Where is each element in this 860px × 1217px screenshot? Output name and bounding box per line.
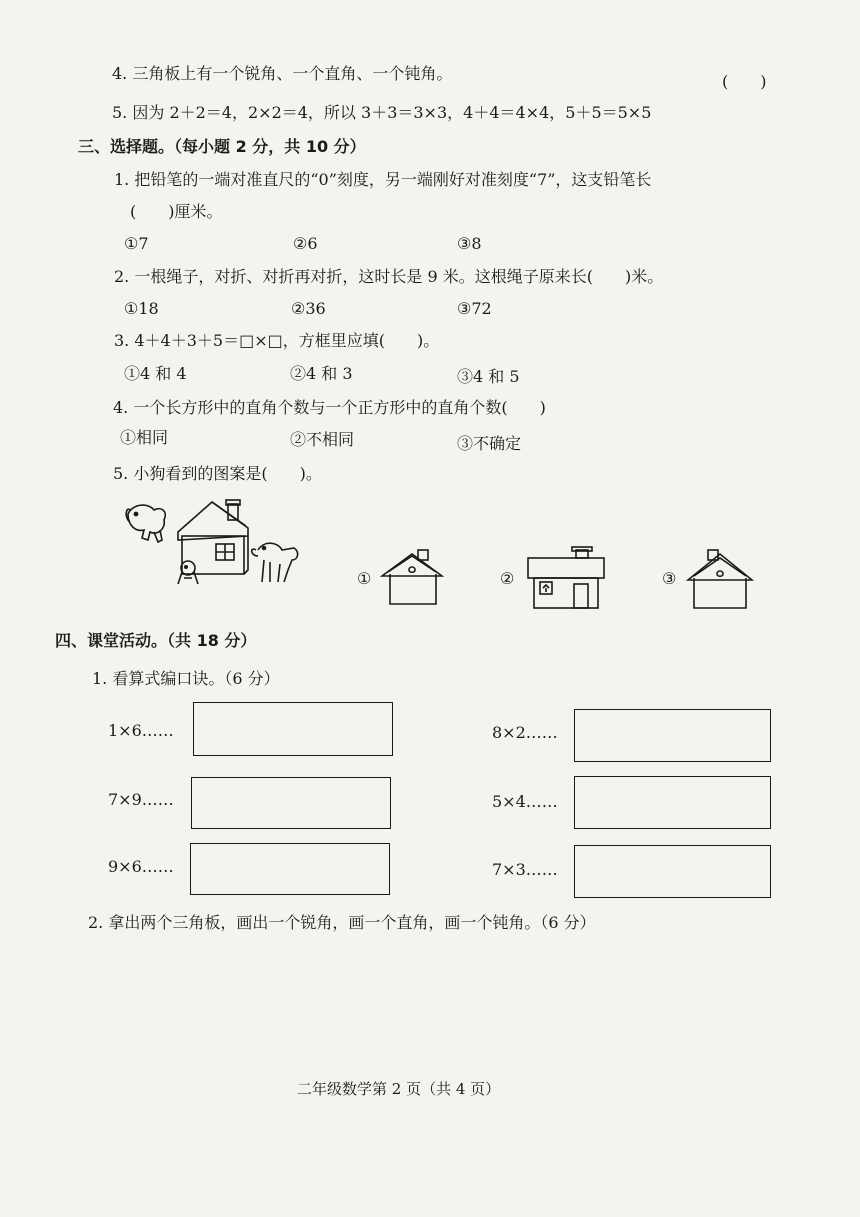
option-2[interactable]: ②4 和 3 (290, 364, 353, 383)
question-text: 2. 拿出两个三角板，画出一个锐角，画一个直角，画一个钝角。（6 分） (88, 913, 596, 932)
answer-box[interactable] (190, 843, 390, 895)
question-text: 1. 看算式编口诀。（6 分） (92, 669, 280, 688)
option-3[interactable]: ③不确定 (457, 434, 522, 453)
answer-box[interactable] (191, 777, 391, 829)
house-option-2-icon[interactable] (522, 546, 608, 612)
question-text: 3. 4＋4＋3＋5＝□×□，方框里应填( )。 (114, 331, 440, 350)
option-1[interactable]: ①18 (124, 299, 159, 318)
question-text: 4. 三角板上有一个锐角、一个直角、一个钝角。 (112, 64, 453, 83)
answer-box[interactable] (193, 702, 393, 756)
option-3[interactable]: ③8 (457, 234, 482, 253)
option-2[interactable]: ②不相同 (290, 430, 355, 449)
question-text: 4. 一个长方形中的直角个数与一个正方形中的直角个数( ) (113, 398, 546, 417)
formula-label: 9×6…… (108, 857, 174, 876)
option-2[interactable]: ②36 (291, 299, 326, 318)
option-1[interactable]: ①4 和 4 (124, 364, 187, 383)
page-number: 二年级数学第 2 页（共 4 页） (297, 1080, 501, 1098)
option-1-label[interactable]: ① (357, 569, 372, 588)
section-heading: 三、选择题。（每小题 2 分，共 10 分） (78, 137, 366, 156)
option-2-label[interactable]: ② (500, 569, 515, 588)
formula-label: 8×2…… (492, 723, 558, 742)
answer-box[interactable] (574, 845, 771, 898)
formula-label: 5×4…… (492, 792, 558, 811)
dog-and-house-illustration (118, 496, 300, 590)
question-text: 5. 因为 2＋2＝4，2×2＝4，所以 3＋3＝3×3，4＋4＝4×4，5＋5＝5×5 (112, 103, 652, 122)
option-1[interactable]: ①7 (124, 234, 149, 253)
option-3[interactable]: ③72 (457, 299, 492, 318)
option-2[interactable]: ②6 (293, 234, 318, 253)
formula-label: 1×6…… (108, 721, 174, 740)
section-heading: 四、课堂活动。（共 18 分） (55, 631, 257, 650)
answer-box[interactable] (574, 709, 771, 762)
formula-label: 7×9…… (108, 790, 174, 809)
house-option-3-icon[interactable] (684, 546, 754, 612)
question-text: 1. 把铅笔的一端对准直尺的“0”刻度，另一端刚好对准刻度“7”，这支铅笔长 (114, 170, 652, 189)
question-text: 5. 小狗看到的图案是( )。 (113, 464, 322, 483)
answer-box[interactable] (574, 776, 771, 829)
answer-blank[interactable]: ( ) (722, 72, 767, 91)
option-3[interactable]: ③4 和 5 (457, 367, 520, 386)
option-3-label[interactable]: ③ (662, 569, 677, 588)
formula-label: 7×3…… (492, 860, 558, 879)
question-text: ( )厘米。 (130, 202, 223, 221)
question-text: 2. 一根绳子，对折、对折再对折，这时长是 9 米。这根绳子原来长( )米。 (114, 267, 664, 286)
option-1[interactable]: ①相同 (120, 428, 169, 447)
house-option-1-icon[interactable] (380, 546, 444, 608)
